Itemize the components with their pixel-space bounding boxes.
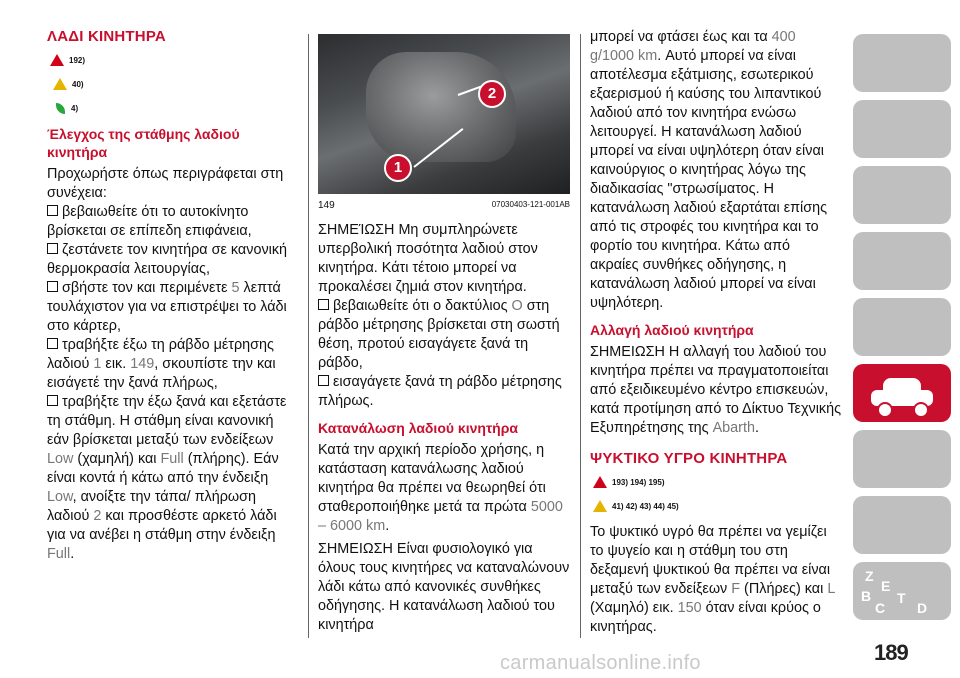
index-letter: E (881, 578, 891, 594)
paragraph-oil-change: ΣΗΜΕΙΩΣΗ Η αλλαγή του λαδιού του κινητήρα πρέπει να πραγματοποιείται από εξειδικευμένο κέντρο επισκευών, κατά προτίμηση από το Δίκτυο Τεχνικής Εξυπηρέτησης της Abarth. (590, 344, 842, 436)
engine-bay-photo (318, 34, 570, 194)
checkbox-bullet-icon (47, 205, 58, 216)
bullet-6: βεβαιωθείτε ότι ο δακτύλιος O στη ράβδο μέτρησης βρίσκεται στη σωστή θέση, προτού εισαγάγετε ξανά τη ράβδο, (318, 298, 560, 371)
warning-ref-5: 41) 42) 43) 44) 45) (590, 499, 842, 513)
chapter-tab-7[interactable] (853, 430, 951, 488)
page-number: 189 (874, 640, 908, 665)
warning-ref-4: 193) 194) 195) (590, 475, 842, 489)
checkbox-bullet-icon (47, 281, 58, 292)
warning-triangle-red-icon (593, 476, 607, 488)
checkbox-bullet-icon (47, 395, 58, 406)
checkbox-bullet-icon (318, 375, 329, 386)
paragraph-consumption-cont: μπορεί να φτάσει έως και τα 400 g/1000 km. Αυτό μπορεί να είναι αποτέλεσμα εξάτμισης, εσωτερικού εξαερισμού ή καύσης του λιπαντικού λαδιού από τον κινητήρα ενώσω λειτουργεί. Η κατανάλωση λαδιού μπορεί να είναι υψηλότερη όταν είναι καινούργιος ο κινητήρας λόγω της διαδικασίας "στρωσίματος. Η κατανάλωση λαδιού εξαρτάται επίσης από τις στροφές του κινητήρα και το φορτίο του κινητήρα. Κάτω από ακραίες συνθήκες οδήγησης, η κατανάλωση λαδιού μπορεί να είναι υψηλότερη. (590, 29, 828, 311)
column-2 (318, 34, 570, 635)
warning-ref-3: 4) (47, 101, 299, 115)
paragraph-note-normal: ΣΗΜΕΙΩΣΗ Είναι φυσιολογικό για όλους τους κινητήρες να καταναλώνουν λάδι κάτω από κανονικές συνθήκες οδήγησης. Η κατανάλωση λαδιού του κινητήρα (318, 541, 570, 633)
index-letter: T (897, 590, 906, 606)
chapter-tab-maintenance-active[interactable] (853, 364, 951, 422)
chapter-tab-3[interactable] (853, 166, 951, 224)
bullet-3: σβήστε τον και περιμένετε 5 λεπτά τουλάχιστον για να επιστρέψει το λάδι στο κάρτερ, (47, 280, 287, 334)
chapter-tab-4[interactable] (853, 232, 951, 290)
chapter-tab-1[interactable] (853, 34, 951, 92)
callout-1: 1 (384, 154, 412, 182)
subsection-title-oil-check: Έλεγχος της στάθμης λαδιού κινητήρα (47, 126, 240, 160)
figure-caption (318, 200, 570, 211)
index-letter: D (917, 600, 928, 616)
warning-triangle-yellow-icon (53, 78, 67, 90)
figure-reference: 149 (130, 356, 155, 372)
note-overfill: ΣΗΜΕΊΩΣΗ Μη συμπληρώνετε υπερβολική ποσότητα λαδιού στον κινητήρα. Κάτι τέτοιο μπορεί να προκαλέσει ζημιά στον κινητήρα. (318, 222, 538, 295)
warning-triangle-yellow-icon (593, 500, 607, 512)
chapter-tab-index[interactable] (853, 562, 951, 620)
column-3 (590, 28, 842, 637)
column-1 (47, 28, 299, 564)
figure-code: 07030403-121-001AB (491, 200, 570, 209)
watermark: carmanualsonline.info (500, 652, 701, 674)
checkbox-bullet-icon (318, 299, 329, 310)
chapter-tab-2[interactable] (853, 100, 951, 158)
paragraph-coolant: Το ψυκτικό υγρό θα πρέπει να γεμίζει το ψυγείο και η στάθμη του στη δεξαμενή ψυκτικού θα πρέπει να είναι μεταξύ των ενδείξεων F (Πλήρες) και L (Χαμηλό) εικ. 150 όταν είναι κρύος ο κινητήρας. (590, 524, 835, 635)
warning-triangle-red-icon (50, 54, 64, 66)
warning-ref-1: 192) (47, 53, 299, 67)
callout-2: 2 (478, 80, 506, 108)
subsection-title-oil-consumption: Κατανάλωση λαδιού κινητήρα (318, 420, 519, 436)
subsection-title-oil-change: Αλλαγή λαδιού κινητήρα (590, 322, 754, 338)
bullet-5: τραβήξτε την έξω ξανά και εξετάστε τη στάθμη. Η στάθμη είναι κανονική εάν βρίσκεται μεταξύ των ενδείξεων Low (χαμηλή) και Full (πλήρης). Εάν είναι κοντά ή κάτω από την ένδειξη Low, ανοίξτε την τάπα/ πλήρωση λαδιού 2 και προσθέστε αρκετό λάδι για να ανέβει η στάθμη στην ένδειξη Full. (47, 394, 287, 562)
checkbox-bullet-icon (47, 338, 58, 349)
figure-number: 149 (318, 200, 335, 211)
column-divider (580, 34, 581, 638)
chapter-tab-8[interactable] (853, 496, 951, 554)
environment-leaf-icon (56, 103, 65, 114)
bullet-7: εισαγάγετε ξανά τη ράβδο μέτρησης πλήρως. (318, 374, 562, 409)
section-title-engine-oil: ΛΑΔΙ ΚΙΝΗΤΗΡΑ (47, 28, 166, 45)
index-letter: C (875, 600, 886, 616)
chapter-tab-5[interactable] (853, 298, 951, 356)
intro-text: Προχωρήστε όπως περιγράφεται στη συνέχεια: (47, 166, 284, 201)
index-letter: Z (865, 568, 874, 584)
warning-ref-2: 40) (47, 77, 299, 91)
section-title-coolant: ΨΥΚΤΙΚΟ ΥΓΡΟ ΚΙΝΗΤΗΡΑ (590, 450, 788, 467)
bullet-4: τραβήξτε έξω τη ράβδο μέτρησης λαδιού 1 εικ. 149, σκουπίστε την και εισάγετέ την ξανά πλήρως, (47, 337, 276, 391)
paragraph-consumption: Κατά την αρχική περίοδο χρήσης, η κατάσταση κατανάλωσης λαδιού κινητήρα θα πρέπει να θεωρηθεί ότι σταθεροποιήθηκε μετά τα πρώτα 5000 – 6000 km. (318, 442, 563, 534)
bullet-2: ζεστάνετε τον κινητήρα σε κανονική θερμοκρασία λειτουργίας, (47, 242, 288, 277)
index-letter: B (861, 588, 872, 604)
car-front-icon (871, 378, 933, 410)
checkbox-bullet-icon (47, 243, 58, 254)
bullet-1: βεβαιωθείτε ότι το αυτοκίνητο βρίσκεται σε επίπεδη επιφάνεια, (47, 204, 252, 239)
column-divider (308, 34, 309, 638)
